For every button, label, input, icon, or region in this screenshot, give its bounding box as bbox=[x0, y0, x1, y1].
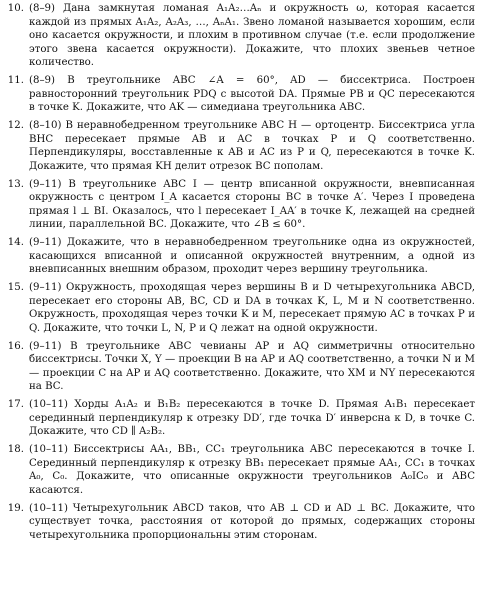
problem-number: 15. bbox=[7, 282, 24, 293]
problem-item bbox=[2, 398, 475, 439]
problem-text bbox=[29, 74, 475, 115]
problem-number: 12. bbox=[7, 120, 24, 131]
problem-grade: (9–11) bbox=[29, 178, 62, 190]
problem-text bbox=[29, 340, 475, 394]
problem-text bbox=[29, 2, 475, 70]
problem-number: 14. bbox=[7, 237, 24, 248]
problem-number: 19. bbox=[7, 502, 24, 514]
problem-number: 11. bbox=[7, 75, 24, 86]
problem-text bbox=[29, 281, 475, 335]
problem-grade: (8–9) bbox=[29, 3, 56, 14]
problem-item bbox=[2, 502, 475, 543]
problem-statement: В треугольнике ABC ∠A = 60°, AD — биссектриса. Построен равносторонний треугольник PDQ с высотой DA. Прямые PB и QC пересекаются в точке K. Докажите, что AK — симедиана треугольника ABC. bbox=[29, 75, 475, 113]
problem-item bbox=[2, 340, 475, 394]
problem-grade: (10–11) bbox=[29, 444, 68, 455]
problem-text bbox=[29, 443, 475, 497]
problem-text bbox=[29, 502, 475, 543]
problem-text bbox=[29, 236, 475, 277]
problem-grade: (9–11) bbox=[29, 282, 62, 293]
problem-statement: Четырехугольник ABCD таков, что AB ⊥ CD и AD ⊥ BC. Докажите, что существует точка, расстояния от которой до прямых, содержащих стороны четырехугольника пропорциональны этим сторонам. bbox=[29, 502, 475, 541]
problem-item bbox=[2, 178, 475, 232]
problem-item bbox=[2, 74, 475, 115]
problem-statement: В треугольнике ABC чевианы AP и AQ симметричны относительно биссектрисы. Точки X, Y — проекции B на AP и AQ соответственно, а точки N и M — проекции C на AP и AQ соответственно. Докажите, что XM и NY пересекаются на BC. bbox=[29, 340, 475, 392]
problem-grade: (10–11) bbox=[29, 502, 68, 514]
problem-statement: В треугольнике ABC I — центр вписанной окружности, вневписанная окружность с центром I_A касается стороны BC в точке A′. Через I проведена прямая l ⊥ BI. Оказалось, что l пересекает I_AA′ в точке K, лежащей на средней линии, параллельной BC. Докажите, что ∠B ≤ 60°. bbox=[29, 178, 475, 230]
problem-text bbox=[29, 178, 475, 232]
problem-item bbox=[2, 443, 475, 497]
problem-number: 18. bbox=[7, 444, 24, 455]
problem-grade: (10–11) bbox=[29, 399, 68, 410]
problem-number: 13. bbox=[7, 178, 24, 190]
problem-text bbox=[29, 398, 475, 439]
problem-statement: Дана замкнутая ломаная A₁A₂…Aₙ и окружность ω, которая касается каждой из прямых A₁A₂, A₂A₃, …, AₙA₁. Звено ломаной называется хорошим, если оно касается окружности, и плохим в противном случае (т.е. если продолжение этого звена касается окружности). Докажите, что плохих звеньев четное количество. bbox=[29, 3, 475, 68]
problem-grade: (9–11) bbox=[29, 340, 62, 352]
problem-grade: (9–11) bbox=[29, 237, 62, 248]
problem-number: 17. bbox=[7, 399, 24, 410]
problem-statement: Биссектрисы AA₁, BB₁, CC₁ треугольника ABC пересекаются в точке I. Серединный перпендикуляр к отрезку BB₁ пересекает прямые AA₁, CC₁ в точках A₀, C₀. Докажите, что описанные окружности треугольников A₀IC₀ и ABC касаются. bbox=[29, 444, 475, 496]
problem-statement: Докажите, что в неравнобедренном треугольнике одна из окружностей, касающихся вписанной и описанной окружностей внутренним, а одной из вневписанных внешним образом, проходит через вершину треугольника. bbox=[29, 237, 475, 275]
problem-item bbox=[2, 119, 475, 173]
problem-text bbox=[29, 119, 475, 173]
problem-item bbox=[2, 2, 475, 70]
problem-item bbox=[2, 281, 475, 335]
problem-item bbox=[2, 236, 475, 277]
problem-grade: (8–10) bbox=[29, 120, 62, 131]
problem-number: 10. bbox=[7, 3, 24, 14]
problem-statement: В неравнобедренном треугольнике ABC H — ортоцентр. Биссектриса угла BHC пересекает прямые AB и AC в точках P и Q соответственно. Перпендикуляры, восставленные к AB и AC из P и Q, пересекаются в точке K. Докажите, что прямая KH делит отрезок BC пополам. bbox=[29, 120, 475, 172]
problem-number: 16. bbox=[7, 340, 24, 352]
problem-grade: (8–9) bbox=[29, 75, 56, 86]
problem-statement: Хорды A₁A₂ и B₁B₂ пересекаются в точке D. Прямая A₁B₁ пересекает серединный перпендикуляр к отрезку DD′, где точка D′ инверсна к D, в точке C. Докажите, что CD ∥ A₂B₂. bbox=[29, 399, 475, 437]
problem-statement: Окружность, проходящая через вершины B и D четырехугольника ABCD, пересекает его стороны AB, BC, CD и DA в точках K, L, M и N соответственно. Окружность, проходящая через точки K и M, пересекает прямую AC в точках P и Q. Докажите, что точки L, N, P и Q лежат на одной окружности. bbox=[29, 282, 475, 334]
